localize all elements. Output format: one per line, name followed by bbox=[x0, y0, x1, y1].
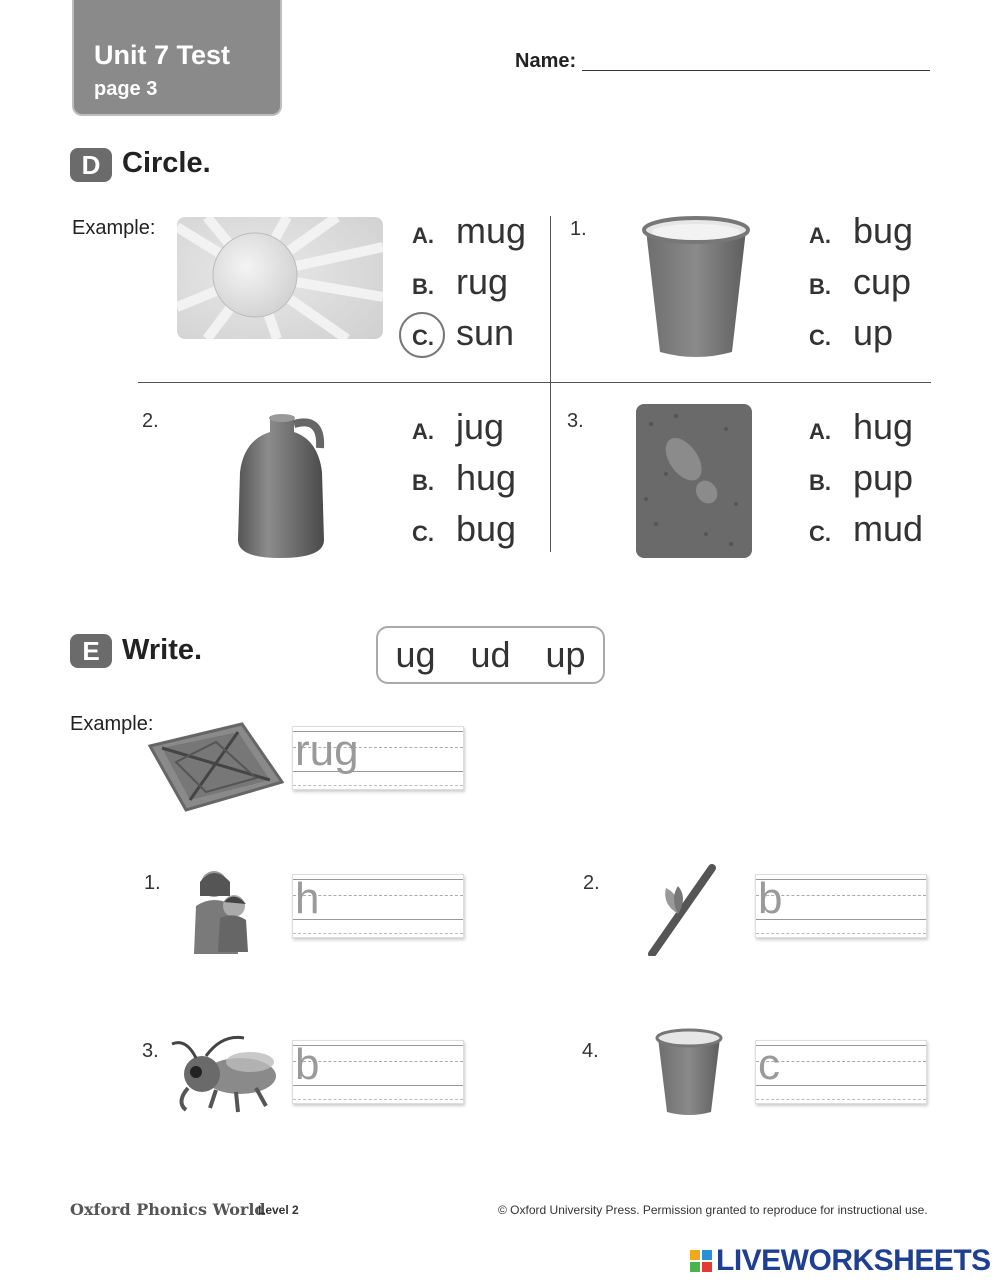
word-bank bbox=[376, 626, 605, 684]
section-e-example-label: Example: bbox=[70, 713, 154, 735]
option-c[interactable] bbox=[412, 508, 516, 559]
name-input-line[interactable] bbox=[582, 70, 930, 71]
starter-letter: c bbox=[758, 1040, 780, 1089]
answer-input-1[interactable] bbox=[333, 883, 463, 925]
option-a[interactable] bbox=[412, 406, 516, 457]
option-c[interactable] bbox=[809, 508, 923, 559]
item-number: 4. bbox=[582, 1040, 599, 1062]
hug-picture bbox=[190, 866, 256, 956]
writing-lines-1 bbox=[292, 874, 464, 938]
cup-picture bbox=[640, 216, 752, 358]
option-word: cup bbox=[853, 261, 912, 302]
footer-level: Level 2 bbox=[258, 1203, 299, 1217]
option-letter: A. bbox=[809, 419, 831, 444]
item-number: 2. bbox=[142, 410, 159, 432]
writing-lines-4 bbox=[755, 1040, 927, 1104]
section-d-example-label: Example: bbox=[72, 217, 156, 239]
liveworksheets-icon bbox=[690, 1250, 712, 1272]
name-label: Name: bbox=[515, 50, 577, 72]
option-word: jug bbox=[456, 406, 505, 447]
section-d-title: Circle. bbox=[122, 147, 211, 179]
option-a[interactable] bbox=[809, 210, 913, 261]
item-number: 1. bbox=[570, 218, 587, 240]
option-a[interactable] bbox=[809, 406, 923, 457]
section-e-badge: E bbox=[70, 634, 112, 668]
option-word: mud bbox=[853, 508, 924, 549]
grid-vertical-divider bbox=[550, 216, 551, 552]
option-letter: C. bbox=[412, 521, 434, 546]
sun-picture bbox=[177, 217, 383, 339]
option-word: sun bbox=[456, 312, 515, 353]
option-letter: B. bbox=[809, 470, 831, 495]
bud-picture bbox=[648, 864, 718, 956]
answer-input-4[interactable] bbox=[796, 1049, 926, 1091]
option-a[interactable] bbox=[412, 210, 526, 261]
option-word: pup bbox=[853, 457, 914, 498]
option-word: bug bbox=[853, 210, 914, 251]
option-b[interactable] bbox=[412, 261, 526, 312]
option-letter: B. bbox=[412, 470, 434, 495]
bug-picture bbox=[166, 1032, 282, 1118]
option-letter: A. bbox=[412, 223, 434, 248]
option-letter: A. bbox=[809, 223, 831, 248]
traced-word: rug bbox=[295, 726, 359, 775]
footer-copyright: © Oxford University Press. Permission granted to reproduce for instructional use. bbox=[498, 1203, 928, 1217]
option-word: bug bbox=[456, 508, 517, 549]
option-word: up bbox=[853, 312, 894, 353]
liveworksheets-logo[interactable] bbox=[690, 1244, 991, 1278]
option-c[interactable] bbox=[809, 312, 913, 363]
rug-picture bbox=[146, 722, 284, 812]
starter-letter: b bbox=[758, 874, 783, 923]
section-e-title: Write. bbox=[122, 634, 203, 666]
option-c[interactable] bbox=[412, 312, 526, 363]
section-d-badge: D bbox=[70, 148, 112, 182]
answer-input-2[interactable] bbox=[796, 883, 926, 925]
option-letter: A. bbox=[412, 419, 434, 444]
starter-letter: h bbox=[295, 874, 320, 923]
starter-letter: b bbox=[295, 1040, 320, 1089]
item-1-options bbox=[809, 210, 913, 363]
grid-horizontal-divider bbox=[138, 382, 931, 383]
option-b[interactable] bbox=[809, 457, 923, 508]
option-letter: C. bbox=[809, 521, 831, 546]
option-word: hug bbox=[853, 406, 914, 447]
option-letter: C. bbox=[412, 325, 434, 350]
unit-page-label: page 3 bbox=[94, 78, 158, 100]
mud-footprint-picture bbox=[636, 404, 752, 558]
example-options bbox=[412, 210, 526, 363]
jug-picture bbox=[230, 412, 330, 562]
option-letter: B. bbox=[412, 274, 434, 299]
item-number: 1. bbox=[144, 872, 161, 894]
answer-circle-mark bbox=[399, 312, 445, 358]
answer-input-3[interactable] bbox=[333, 1049, 463, 1091]
option-letter: B. bbox=[809, 274, 831, 299]
writing-lines-3 bbox=[292, 1040, 464, 1104]
item-number: 3. bbox=[142, 1040, 159, 1062]
option-word: hug bbox=[456, 457, 517, 498]
writing-lines-2 bbox=[755, 874, 927, 938]
word-bank-item: up bbox=[545, 634, 586, 675]
liveworksheets-logo-text: LIVEWORKSHEETS bbox=[716, 1244, 991, 1277]
cup-picture bbox=[654, 1028, 724, 1116]
option-b[interactable] bbox=[809, 261, 913, 312]
footer-brand: Oxford Phonics World bbox=[70, 1200, 266, 1219]
word-bank-item: ug bbox=[395, 634, 436, 675]
item-3-options bbox=[809, 406, 923, 559]
option-b[interactable] bbox=[412, 457, 516, 508]
example-writing-lines bbox=[292, 726, 464, 790]
item-number: 2. bbox=[583, 872, 600, 894]
unit-title: Unit 7 Test bbox=[94, 40, 231, 70]
word-bank-item: ud bbox=[470, 634, 511, 675]
option-word: rug bbox=[456, 261, 509, 302]
option-letter: C. bbox=[809, 325, 831, 350]
option-word: mug bbox=[456, 210, 527, 251]
item-2-options bbox=[412, 406, 516, 559]
item-number: 3. bbox=[567, 410, 584, 432]
